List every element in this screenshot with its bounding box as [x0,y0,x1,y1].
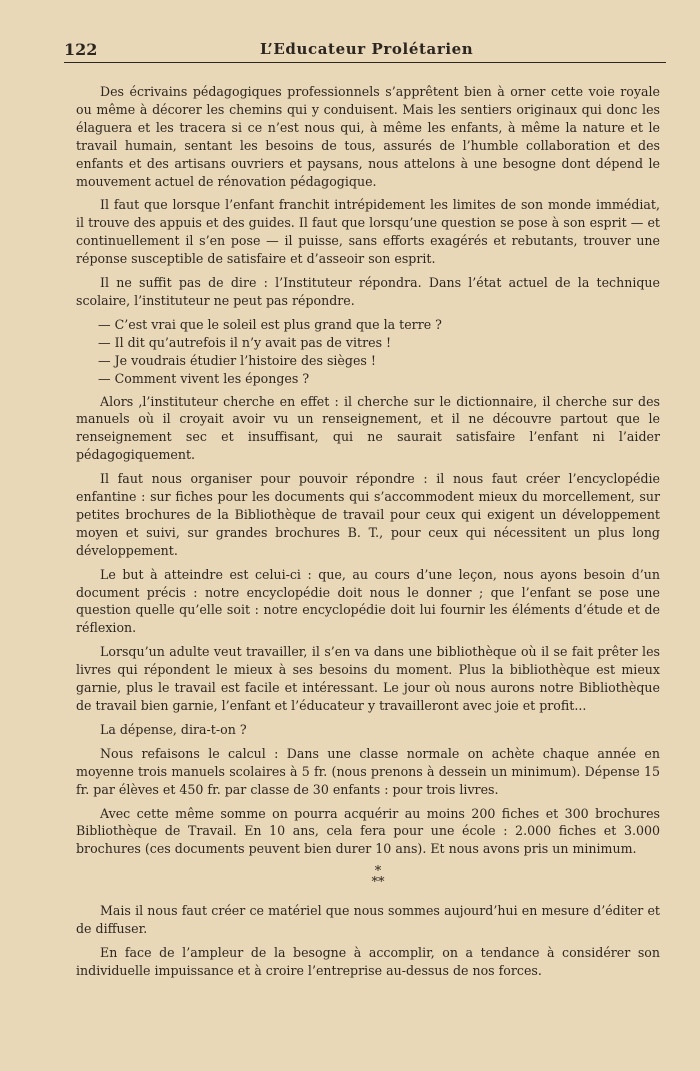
page-number: 122 [64,40,98,59]
asterism: * ** [371,864,385,891]
dialogue-line: — C’est vrai que le soleil est plus grand que la terre ? [98,316,442,332]
page-header [64,38,666,63]
paragraph: Le but à atteindre est celui-ci : que, au cours d’une leçon, nous ayons besoin d’un document précis : notre encyclopédie doit nous le donner ; que l’enfant se pose une question quelle qu’elle soit : notre encyclopédie doit lui fournir les éléments d’étude et de réflexion. [76,566,660,636]
paragraph: La dépense, dira-t-on ? [100,721,247,737]
paragraph: Lorsqu’un adulte veut travailler, il s’en va dans une bibliothèque où il se fait prêter les livres qui répondent le mieux à ses besoins du moment. Plus la bibliothèque est mieux garnie, plus le travail est facile et intéressant. Le jour où nous aurons notre Bibliothèque de travail bien garnie, l’enfant et l’éducateur y travailleront avec joie et profit... [76,644,660,713]
running-title: L’Educateur Prolétarien [260,40,474,58]
paragraph: Il faut nous organiser pour pouvoir répondre : il nous faut créer l’encyclopédie enfantine : sur fiches pour les documents qui s’accommodent mieux du morcellement, sur petites brochures de la Bibliothèque de travail pour ceux qui exigent un développement moyen et suivi, sur grandes brochures B. T., pour ceux qui nécessitent un plus long développement. [76,471,660,558]
paragraph: Il ne suffit pas de dire : l’Instituteur répondra. Dans l’état actuel de la technique scolaire, l’instituteur ne peut pas répondre. [76,275,660,308]
dialogue-list [76,316,660,388]
paragraph: Mais il nous faut créer ce matériel que nous sommes aujourd’hui en mesure d’éditer et de diffuser. [76,903,660,937]
article-body [76,83,660,986]
paragraph: Il faut que lorsque l’enfant franchit intrépidement les limites de son monde immédiat, il trouve des appuis et des guides. Il faut que lorsqu’une question se pose à son esprit — et continuellement il s’en pose — il puisse, sans efforts exagérés et rebutants, trouver une réponse susceptible de satisfaire et d’asseoir son esprit. [76,197,660,267]
paragraph: Alors ,l’instituteur cherche en effet : il cherche sur le dictionnaire, il cherche sur des manuels où il croyait avoir vu un renseignement, et il ne découvre partout que le renseignement sec et insuffisant, qui ne saurait satisfaire l’enfant ni l’aider pédagogiquement. [76,393,660,463]
section-separator [76,864,660,891]
dialogue-line: — Je voudrais étudier l’histoire des sièges ! [98,352,376,368]
dialogue-line: — Comment vivent les éponges ? [98,370,310,386]
paragraph: En face de l’ampleur de la besogne à accomplir, on a tendance à considérer son individuelle impuissance et à croire l’entreprise au-dessus de nos forces. [76,945,660,978]
dialogue-line: — Il dit qu’autrefois il n’y avait pas de vitres ! [98,334,392,350]
paragraph: Nous refaisons le calcul : Dans une classe normale on achète chaque année en moyenne trois manuels scolaires à 5 fr. (nous prenons à dessein un minimum). Dépense 15 fr. par élèves et 450 fr. par classe de 30 enfants : pour trois livres. [76,745,660,797]
paragraph: Avec cette même somme on pourra acquérir au moins 200 fiches et 300 brochures Bibliothèque de Travail. En 10 ans, cela fera pour une école : 2.000 fiches et 3.000 brochures (ces documents peuvent bien durer 10 ans). Et nous avons pris un minimum. [76,805,660,857]
paragraph: Des écrivains pédagogiques professionnels s’apprêtent bien à orner cette voie royale ou même à décorer les chemins qui y conduisent. Mais les sentiers originaux qui donc les élaguera et les tracera si ce n’est nous qui, à même les enfants, à même la nature et le travail humain, sentant les besoins de tous, assurés de l’humble collaboration et des enfants et des artisans ouvriers et paysans, nous attelons à une besogne dont dépend le mouvement actuel de rénovation pédagogique. [76,84,660,189]
